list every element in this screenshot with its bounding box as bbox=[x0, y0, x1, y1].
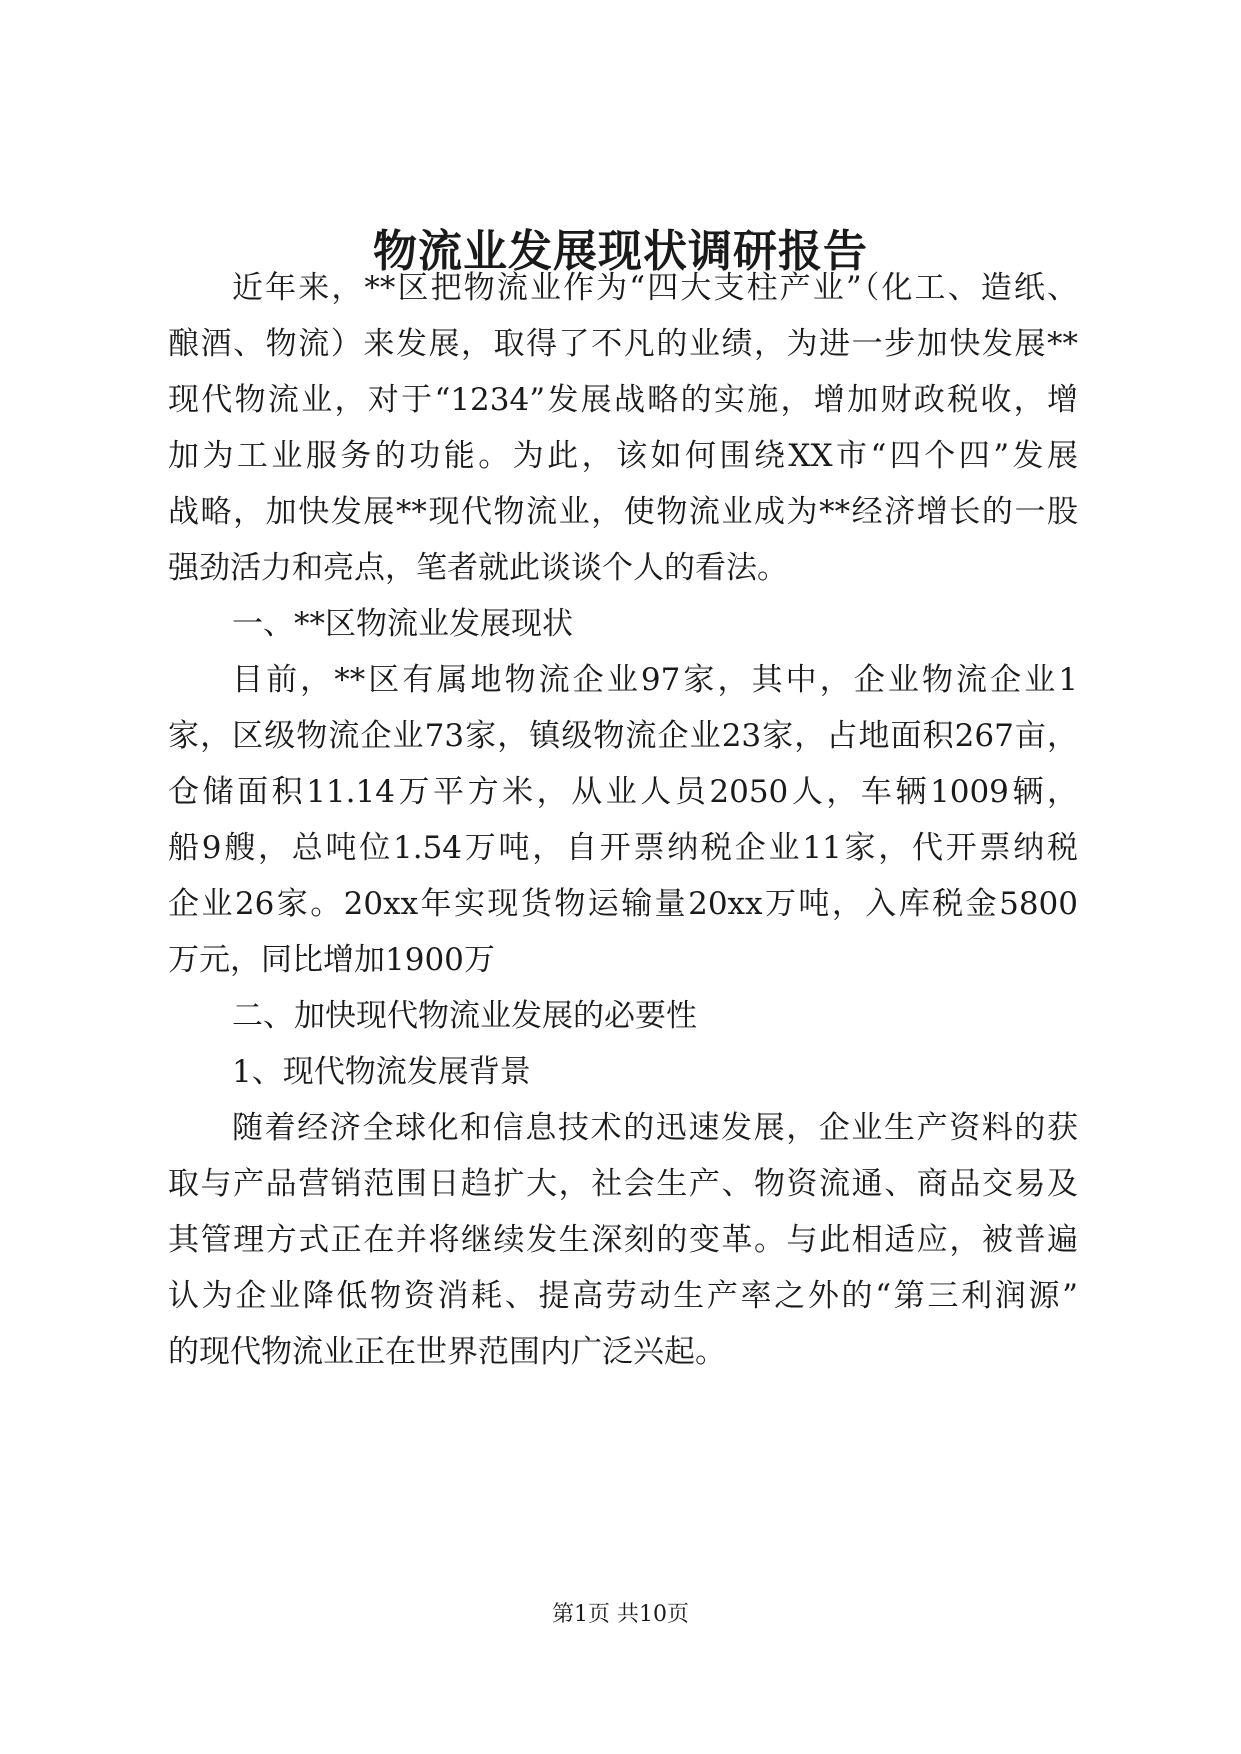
section-heading: 一、**区物流业发展现状 bbox=[232, 606, 573, 642]
subsection-heading: 1、现代物流发展背景 bbox=[232, 1054, 531, 1090]
paragraph-line: 认为企业降低物资消耗、提高劳动生产率之外的“第三利润源” bbox=[168, 1278, 1078, 1314]
paragraph-line: 加为工业服务的功能。为此，该如何围绕XX市“四个四”发展 bbox=[168, 438, 1078, 474]
paragraph-line: 企业26家。20xx年实现货物运输量20xx万吨，入库税金5800 bbox=[168, 886, 1078, 922]
paragraph-line: 目前，**区有属地物流企业97家，其中，企业物流企业1 bbox=[232, 662, 1078, 698]
paragraph-line: 随着经济全球化和信息技术的迅速发展，企业生产资料的获 bbox=[232, 1110, 1078, 1146]
paragraph-line: 仓储面积11.14万平方米，从业人员2050人，车辆1009辆， bbox=[168, 774, 1078, 810]
document-title: 物流业发展现状调研报告 bbox=[373, 226, 868, 277]
paragraph-line: 家，区级物流企业73家，镇级物流企业23家，占地面积267亩， bbox=[168, 718, 1078, 754]
paragraph-line: 万元，同比增加1900万 bbox=[168, 942, 495, 978]
paragraph-line: 的现代物流业正在世界范围内广泛兴起。 bbox=[168, 1334, 726, 1370]
paragraph-line: 近年来，**区把物流业作为“四大支柱产业”（化工、造纸、 bbox=[232, 270, 1078, 306]
paragraph-line: 船9艘，总吨位1.54万吨，自开票纳税企业11家，代开票纳税 bbox=[168, 830, 1078, 866]
paragraph-line: 现代物流业，对于“1234”发展战略的实施，增加财政税收，增 bbox=[168, 382, 1078, 418]
paragraph-line: 取与产品营销范围日趋扩大，社会生产、物资流通、商品交易及 bbox=[168, 1166, 1078, 1202]
paragraph-line: 其管理方式正在并将继续发生深刻的变革。与此相适应，被普遍 bbox=[168, 1222, 1078, 1258]
paragraph-line: 战略，加快发展**现代物流业，使物流业成为**经济增长的一股 bbox=[168, 494, 1078, 530]
paragraph-line: 酿酒、物流）来发展，取得了不凡的业绩，为进一步加快发展** bbox=[168, 326, 1078, 362]
section-heading: 二、加快现代物流业发展的必要性 bbox=[232, 998, 697, 1034]
page-footer: 第1页 共10页 bbox=[552, 1602, 689, 1627]
paragraph-line: 强劲活力和亮点，笔者就此谈谈个人的看法。 bbox=[168, 550, 788, 586]
